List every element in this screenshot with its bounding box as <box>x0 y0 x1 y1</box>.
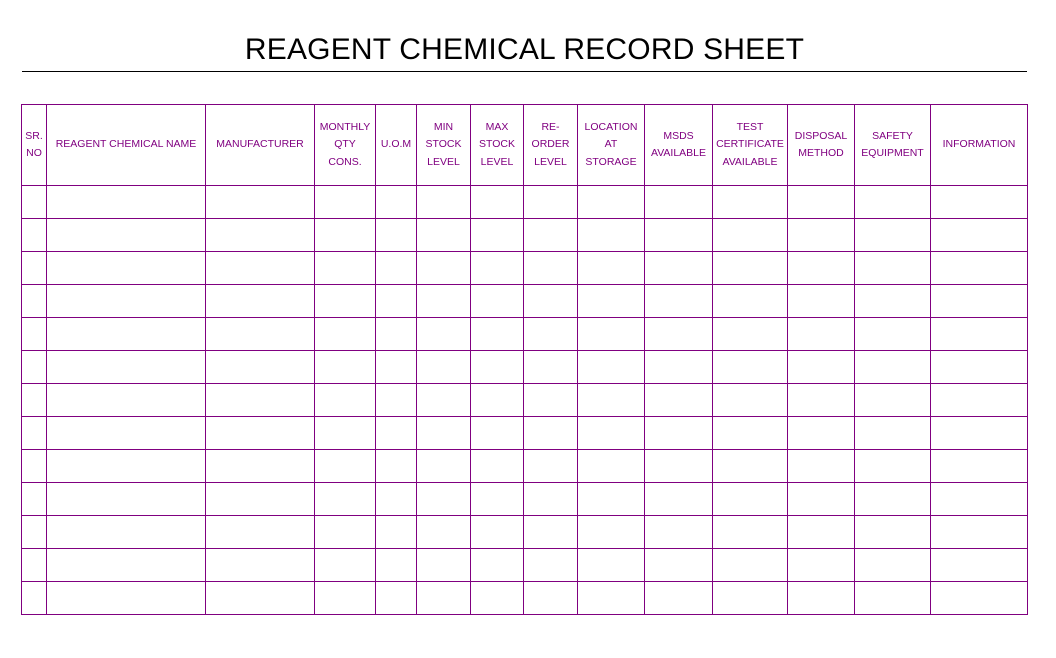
table-cell-manufacturer <box>206 318 315 351</box>
table-cell-location-at-storage <box>578 516 645 549</box>
header-row <box>22 105 1028 186</box>
table-cell-manufacturer <box>206 417 315 450</box>
column-header-line: AVAILABLE <box>722 155 778 168</box>
table-cell-min-stock-level <box>417 351 471 384</box>
table-cell-sr-no <box>22 450 47 483</box>
table-cell-uom <box>376 516 417 549</box>
table-cell-information <box>931 417 1028 450</box>
table-cell-max-stock-level <box>471 285 524 318</box>
table-cell-information <box>931 252 1028 285</box>
table-cell-min-stock-level <box>417 483 471 516</box>
table-cell-monthly-qty-cons <box>315 483 376 516</box>
table-cell-test-certificate-available <box>713 351 788 384</box>
table-cell-monthly-qty-cons <box>315 351 376 384</box>
table-cell-test-certificate-available <box>713 582 788 615</box>
page-title: REAGENT CHEMICAL RECORD SHEET <box>244 33 805 66</box>
table-cell-max-stock-level <box>471 252 524 285</box>
table-cell-uom <box>376 351 417 384</box>
table-cell-msds-available <box>645 285 713 318</box>
table-cell-test-certificate-available <box>713 417 788 450</box>
column-header-line: DISPOSAL <box>794 129 848 142</box>
table-cell-disposal-method <box>788 417 855 450</box>
reagent-record-table <box>21 104 1028 615</box>
table-cell-disposal-method <box>788 549 855 582</box>
table-cell-safety-equipment <box>855 549 931 582</box>
table-cell-monthly-qty-cons <box>315 219 376 252</box>
table-cell-manufacturer <box>206 186 315 219</box>
table-cell-min-stock-level <box>417 549 471 582</box>
table-cell-uom <box>376 450 417 483</box>
table-row <box>22 318 1028 351</box>
column-header-line: METHOD <box>798 147 844 159</box>
column-header-line: LEVEL <box>427 155 460 168</box>
table-cell-sr-no <box>22 186 47 219</box>
table-cell-reorder-level <box>524 186 578 219</box>
column-header-line: STOCK <box>425 138 462 151</box>
column-header-manufacturer <box>206 105 315 186</box>
table-cell-sr-no <box>22 516 47 549</box>
table-cell-sr-no <box>22 549 47 582</box>
table-cell-sr-no <box>22 582 47 615</box>
table-cell-manufacturer <box>206 549 315 582</box>
table-cell-max-stock-level <box>471 483 524 516</box>
table-cell-information <box>931 582 1028 615</box>
table-cell-manufacturer <box>206 582 315 615</box>
table-cell-location-at-storage <box>578 285 645 318</box>
table-row <box>22 483 1028 516</box>
table-cell-monthly-qty-cons <box>315 384 376 417</box>
table-cell-msds-available <box>645 186 713 219</box>
table-cell-sr-no <box>22 351 47 384</box>
table-cell-sr-no <box>22 285 47 318</box>
table-row <box>22 384 1028 417</box>
table-cell-reagent-chemical-name <box>47 318 206 351</box>
table-cell-reorder-level <box>524 318 578 351</box>
table-cell-location-at-storage <box>578 219 645 252</box>
table-cell-min-stock-level <box>417 417 471 450</box>
column-header-line: TEST <box>736 120 764 133</box>
table-row <box>22 219 1028 252</box>
table-cell-safety-equipment <box>855 285 931 318</box>
column-header-line: MSDS <box>663 129 694 142</box>
table-cell-test-certificate-available <box>713 549 788 582</box>
table-cell-disposal-method <box>788 219 855 252</box>
table-cell-monthly-qty-cons <box>315 549 376 582</box>
table-cell-information <box>931 483 1028 516</box>
table-cell-reagent-chemical-name <box>47 285 206 318</box>
table-cell-uom <box>376 219 417 252</box>
table-cell-location-at-storage <box>578 318 645 351</box>
table-cell-uom <box>376 483 417 516</box>
table-cell-monthly-qty-cons <box>315 582 376 615</box>
table-cell-max-stock-level <box>471 417 524 450</box>
table-cell-test-certificate-available <box>713 384 788 417</box>
table-cell-uom <box>376 384 417 417</box>
table-cell-reagent-chemical-name <box>47 351 206 384</box>
table-cell-sr-no <box>22 252 47 285</box>
table-row <box>22 516 1028 549</box>
table-cell-information <box>931 450 1028 483</box>
column-header-reorder-level <box>524 105 578 186</box>
table-cell-min-stock-level <box>417 318 471 351</box>
table-cell-safety-equipment <box>855 384 931 417</box>
table-cell-reorder-level <box>524 450 578 483</box>
table-cell-uom <box>376 186 417 219</box>
table-cell-manufacturer <box>206 384 315 417</box>
table-cell-safety-equipment <box>855 219 931 252</box>
table-cell-disposal-method <box>788 186 855 219</box>
column-header-line: CERTIFICATE <box>716 138 784 151</box>
table-cell-information <box>931 351 1028 384</box>
title-underline <box>22 71 1027 72</box>
table-cell-safety-equipment <box>855 417 931 450</box>
table-cell-safety-equipment <box>855 186 931 219</box>
table-cell-reorder-level <box>524 516 578 549</box>
column-header-line: U.O.M <box>380 138 412 151</box>
table-cell-min-stock-level <box>417 285 471 318</box>
table-cell-test-certificate-available <box>713 516 788 549</box>
table-cell-uom <box>376 582 417 615</box>
table-row <box>22 351 1028 384</box>
table-cell-disposal-method <box>788 351 855 384</box>
table-cell-manufacturer <box>206 483 315 516</box>
table-cell-uom <box>376 285 417 318</box>
table-cell-information <box>931 219 1028 252</box>
table-cell-information <box>931 516 1028 549</box>
table-cell-max-stock-level <box>471 450 524 483</box>
table-cell-monthly-qty-cons <box>315 417 376 450</box>
table-cell-sr-no <box>22 384 47 417</box>
column-header-max-stock-level <box>471 105 524 186</box>
table-row <box>22 417 1028 450</box>
table-cell-monthly-qty-cons <box>315 516 376 549</box>
table-cell-safety-equipment <box>855 351 931 384</box>
table-cell-location-at-storage <box>578 351 645 384</box>
table-cell-sr-no <box>22 417 47 450</box>
table-cell-reorder-level <box>524 549 578 582</box>
table-cell-max-stock-level <box>471 186 524 219</box>
table-cell-manufacturer <box>206 351 315 384</box>
table-cell-reorder-level <box>524 351 578 384</box>
column-header-monthly-qty-cons <box>315 105 376 186</box>
column-header-information <box>931 105 1028 186</box>
table-cell-max-stock-level <box>471 318 524 351</box>
table-cell-location-at-storage <box>578 252 645 285</box>
table-row <box>22 549 1028 582</box>
column-header-line: MAX <box>485 120 509 133</box>
table-cell-location-at-storage <box>578 450 645 483</box>
table-cell-monthly-qty-cons <box>315 450 376 483</box>
table-row <box>22 186 1028 219</box>
table-cell-test-certificate-available <box>713 450 788 483</box>
table-cell-min-stock-level <box>417 384 471 417</box>
table-cell-safety-equipment <box>855 252 931 285</box>
table-cell-msds-available <box>645 252 713 285</box>
table-cell-monthly-qty-cons <box>315 285 376 318</box>
column-header-reagent-chemical-name <box>47 105 206 186</box>
column-header-line: CONS. <box>328 155 362 168</box>
table-cell-monthly-qty-cons <box>315 252 376 285</box>
table-cell-reagent-chemical-name <box>47 582 206 615</box>
column-header-disposal-method <box>788 105 855 186</box>
column-header-line: REAGENT CHEMICAL NAME <box>55 138 197 151</box>
table-cell-disposal-method <box>788 582 855 615</box>
table-cell-reorder-level <box>524 582 578 615</box>
table-cell-manufacturer <box>206 516 315 549</box>
table-cell-msds-available <box>645 417 713 450</box>
table-row <box>22 252 1028 285</box>
table-cell-sr-no <box>22 318 47 351</box>
table-cell-max-stock-level <box>471 516 524 549</box>
table-cell-safety-equipment <box>855 582 931 615</box>
table-cell-manufacturer <box>206 252 315 285</box>
table-cell-max-stock-level <box>471 351 524 384</box>
table-cell-reagent-chemical-name <box>47 186 206 219</box>
table-row <box>22 582 1028 615</box>
table-cell-uom <box>376 252 417 285</box>
table-cell-msds-available <box>645 483 713 516</box>
column-header-line: AT <box>604 138 618 151</box>
table-cell-safety-equipment <box>855 450 931 483</box>
table-cell-location-at-storage <box>578 384 645 417</box>
table-body <box>22 186 1028 615</box>
table-cell-location-at-storage <box>578 417 645 450</box>
column-header-line: RE- <box>541 120 560 133</box>
column-header-line: LEVEL <box>480 155 514 168</box>
table-cell-min-stock-level <box>417 219 471 252</box>
table-cell-sr-no <box>22 219 47 252</box>
table-cell-test-certificate-available <box>713 285 788 318</box>
table-cell-safety-equipment <box>855 516 931 549</box>
table-cell-information <box>931 549 1028 582</box>
table-cell-manufacturer <box>206 450 315 483</box>
table-cell-location-at-storage <box>578 186 645 219</box>
table-cell-msds-available <box>645 384 713 417</box>
table-cell-information <box>931 186 1028 219</box>
table-cell-max-stock-level <box>471 549 524 582</box>
table-cell-reagent-chemical-name <box>47 219 206 252</box>
column-header-test-certificate-available <box>713 105 788 186</box>
column-header-line: MONTHLY <box>319 120 371 133</box>
column-header-safety-equipment <box>855 105 931 186</box>
table-cell-uom <box>376 417 417 450</box>
table-cell-msds-available <box>645 351 713 384</box>
table-cell-min-stock-level <box>417 516 471 549</box>
table-cell-test-certificate-available <box>713 186 788 219</box>
table-cell-reagent-chemical-name <box>47 384 206 417</box>
table-cell-test-certificate-available <box>713 219 788 252</box>
table-cell-disposal-method <box>788 318 855 351</box>
table-cell-reorder-level <box>524 219 578 252</box>
table-cell-monthly-qty-cons <box>315 318 376 351</box>
table-cell-safety-equipment <box>855 483 931 516</box>
column-header-min-stock-level <box>417 105 471 186</box>
table-header <box>22 105 1028 186</box>
table-cell-min-stock-level <box>417 186 471 219</box>
column-header-sr-no <box>22 105 47 186</box>
table-cell-disposal-method <box>788 516 855 549</box>
column-header-line: SR. <box>25 129 43 142</box>
table-cell-information <box>931 285 1028 318</box>
table-cell-msds-available <box>645 450 713 483</box>
table-cell-location-at-storage <box>578 582 645 615</box>
table-cell-location-at-storage <box>578 483 645 516</box>
table-cell-msds-available <box>645 219 713 252</box>
table-cell-manufacturer <box>206 219 315 252</box>
table-row <box>22 285 1028 318</box>
table-cell-msds-available <box>645 318 713 351</box>
table-cell-safety-equipment <box>855 318 931 351</box>
table-cell-uom <box>376 318 417 351</box>
table-cell-reorder-level <box>524 483 578 516</box>
table-cell-disposal-method <box>788 384 855 417</box>
table-cell-location-at-storage <box>578 549 645 582</box>
table-row <box>22 450 1028 483</box>
column-header-line: SAFETY <box>872 129 913 142</box>
table-cell-disposal-method <box>788 483 855 516</box>
table-cell-disposal-method <box>788 285 855 318</box>
table-cell-msds-available <box>645 582 713 615</box>
column-header-line: MANUFACTURER <box>216 138 304 151</box>
table-cell-test-certificate-available <box>713 318 788 351</box>
column-header-location-at-storage <box>578 105 645 186</box>
table-cell-monthly-qty-cons <box>315 186 376 219</box>
column-header-line: ORDER <box>531 138 570 151</box>
column-header-line: MIN <box>433 120 454 133</box>
table-cell-reagent-chemical-name <box>47 450 206 483</box>
column-header-msds-available <box>645 105 713 186</box>
column-header-line: EQUIPMENT <box>861 147 924 159</box>
table-cell-reagent-chemical-name <box>47 549 206 582</box>
table-cell-reagent-chemical-name <box>47 516 206 549</box>
table-cell-information <box>931 318 1028 351</box>
table-cell-min-stock-level <box>417 450 471 483</box>
column-header-line: LOCATION <box>584 120 638 133</box>
table-cell-reorder-level <box>524 417 578 450</box>
column-header-line: LEVEL <box>534 155 567 168</box>
table-cell-reorder-level <box>524 252 578 285</box>
table-cell-test-certificate-available <box>713 483 788 516</box>
table-cell-uom <box>376 549 417 582</box>
table-cell-min-stock-level <box>417 252 471 285</box>
table-cell-reagent-chemical-name <box>47 417 206 450</box>
table-cell-min-stock-level <box>417 582 471 615</box>
table-cell-reorder-level <box>524 285 578 318</box>
table-cell-disposal-method <box>788 450 855 483</box>
column-header-line: NO <box>26 147 42 159</box>
table-cell-max-stock-level <box>471 582 524 615</box>
table-cell-msds-available <box>645 516 713 549</box>
column-header-line: AVAILABLE <box>650 147 707 159</box>
column-header-line: STOCK <box>479 138 515 151</box>
table-cell-manufacturer <box>206 285 315 318</box>
table-cell-disposal-method <box>788 252 855 285</box>
column-header-line: STORAGE <box>585 155 637 168</box>
table-cell-reagent-chemical-name <box>47 252 206 285</box>
column-header-line: QTY <box>334 138 356 151</box>
table-cell-reagent-chemical-name <box>47 483 206 516</box>
column-header-uom <box>376 105 417 186</box>
table-cell-reorder-level <box>524 384 578 417</box>
table-cell-sr-no <box>22 483 47 516</box>
table-cell-max-stock-level <box>471 384 524 417</box>
table-cell-test-certificate-available <box>713 252 788 285</box>
table-cell-msds-available <box>645 549 713 582</box>
table-cell-information <box>931 384 1028 417</box>
column-header-line: INFORMATION <box>942 138 1016 151</box>
table-cell-max-stock-level <box>471 219 524 252</box>
